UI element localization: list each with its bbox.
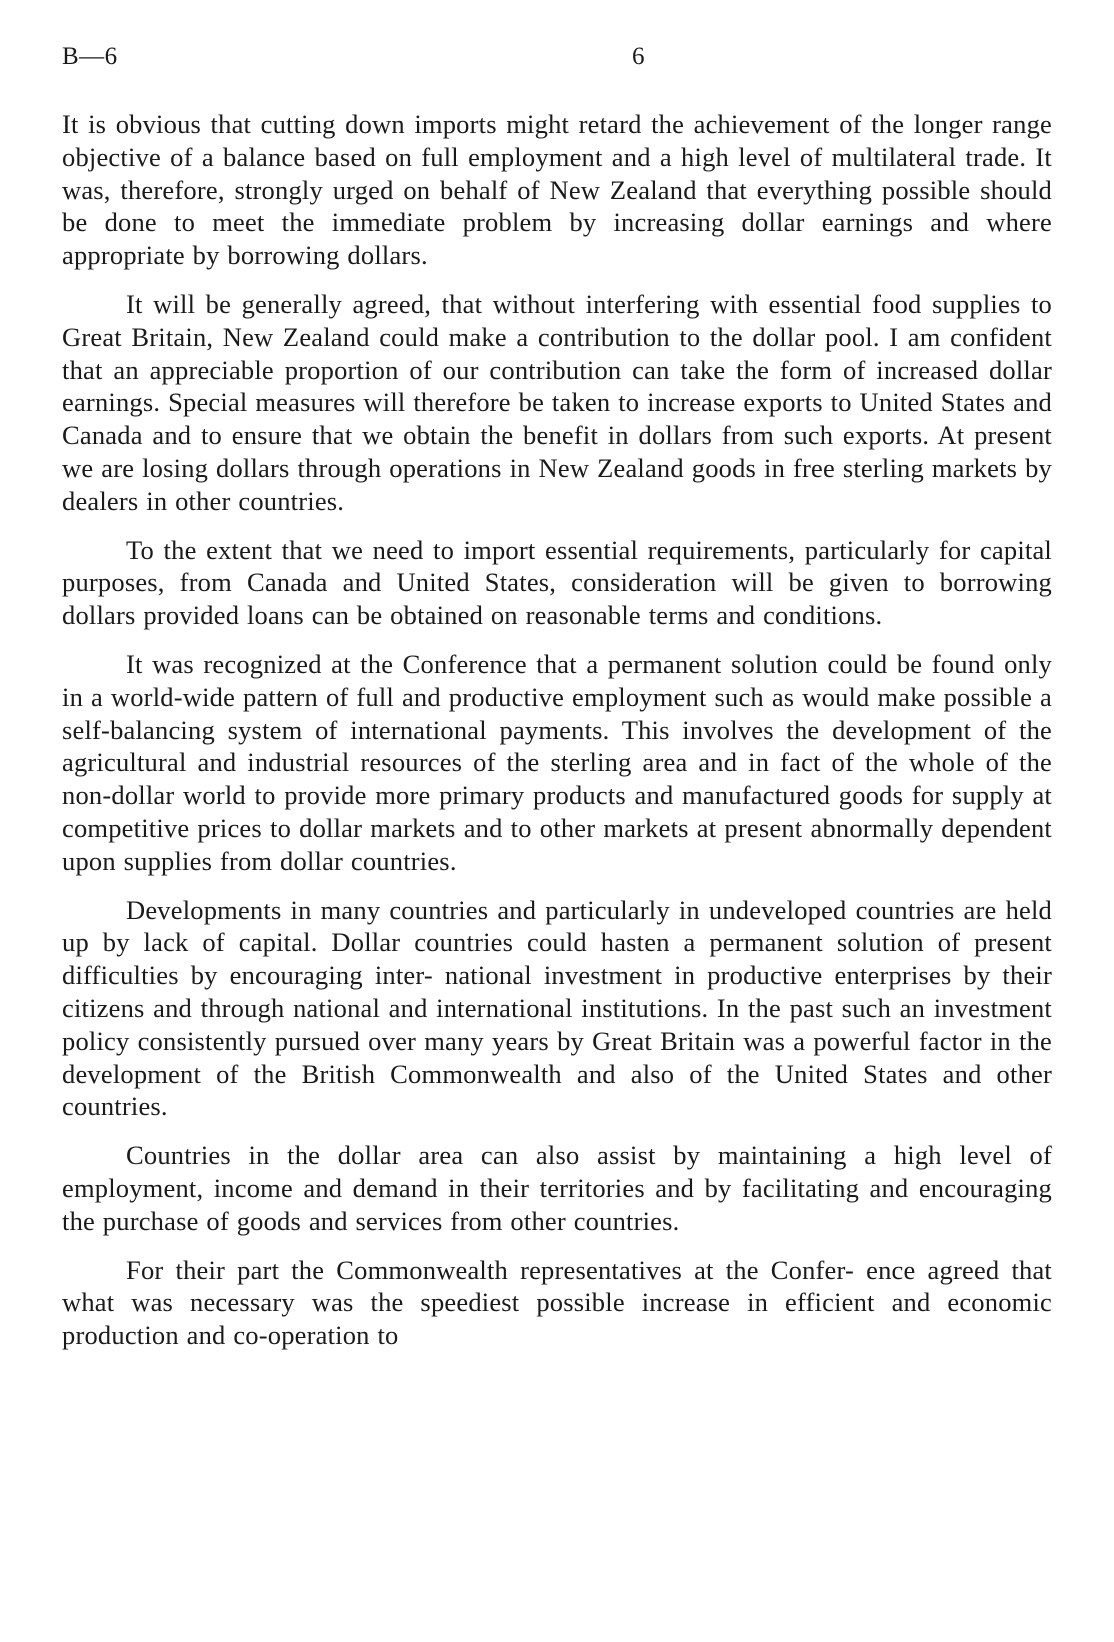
paragraph-dollar-area: Countries in the dollar area can also assist by maintaining a high level of employment, income and demand in their territories and by facilitating and encouraging the purchase of goods and services from other countries. [62, 1140, 1052, 1236]
paragraph-permanent-solution: It was recognized at the Conference that a permanent solution could be found only in a world-wide pattern of full and productive employment such as would make possible a self-balancing system of international payments. This involves the development of the agricultural and industrial resources of the sterling area and in fact of the whole of the non-dollar world to provide more primary products and manufactured goods for supply at competitive prices to dollar markets and to other markets at present abnormally dependent upon supplies from dollar countries. [62, 648, 1052, 876]
document-reference: B—6 [62, 43, 118, 70]
page-header [62, 42, 1052, 82]
page-number: 6 [632, 43, 645, 70]
paragraph-developments: Developments in many countries and particularly in undeveloped countries are held up by lack of capital. Dollar countries could hasten a permanent solution of present difficulties by encouraging inter- national investment in productive enterprises by their citizens and through national and international institutions. In the past such an investment policy consistently pursued over many years by Great Britain was a powerful factor in the development of the British Commonwealth and also of the United States and other countries. [62, 894, 1052, 1122]
paragraph-borrowing: To the extent that we need to import essential requirements, particularly for capital purposes, from Canada and United States, consideration will be given to borrowing dollars provided loans can be obtained on reasonable terms and conditions. [62, 534, 1052, 631]
paragraph-imports: It is obvious that cutting down imports might retard the achievement of the longer range objective of a balance based on full employment and a high level of multilateral trade. It was, therefore, strongly urged on behalf of New Zealand that everything possible should be done to meet the immediate problem by increasing dollar earnings and where appropriate by borrowing dollars. [62, 109, 1052, 271]
paragraph-commonwealth: For their part the Commonwealth representatives at the Confer- ence agreed that what was necessary was the speediest possible increase in efficient and economic production and co-operation to [62, 1254, 1052, 1351]
body-text [62, 108, 1052, 1368]
paragraph-dollar-pool: It will be generally agreed, that without interfering with essential food supplies to Great Britain, New Zealand could make a contribution to the dollar pool. I am confident that an appreciable proportion of our contribution can take the form of increased dollar earnings. Special measures will therefore be taken to increase exports to United States and Canada and to ensure that we obtain the benefit in dollars from such exports. At present we are losing dollars through operations in New Zealand goods in free sterling markets by dealers in other countries. [62, 288, 1052, 516]
